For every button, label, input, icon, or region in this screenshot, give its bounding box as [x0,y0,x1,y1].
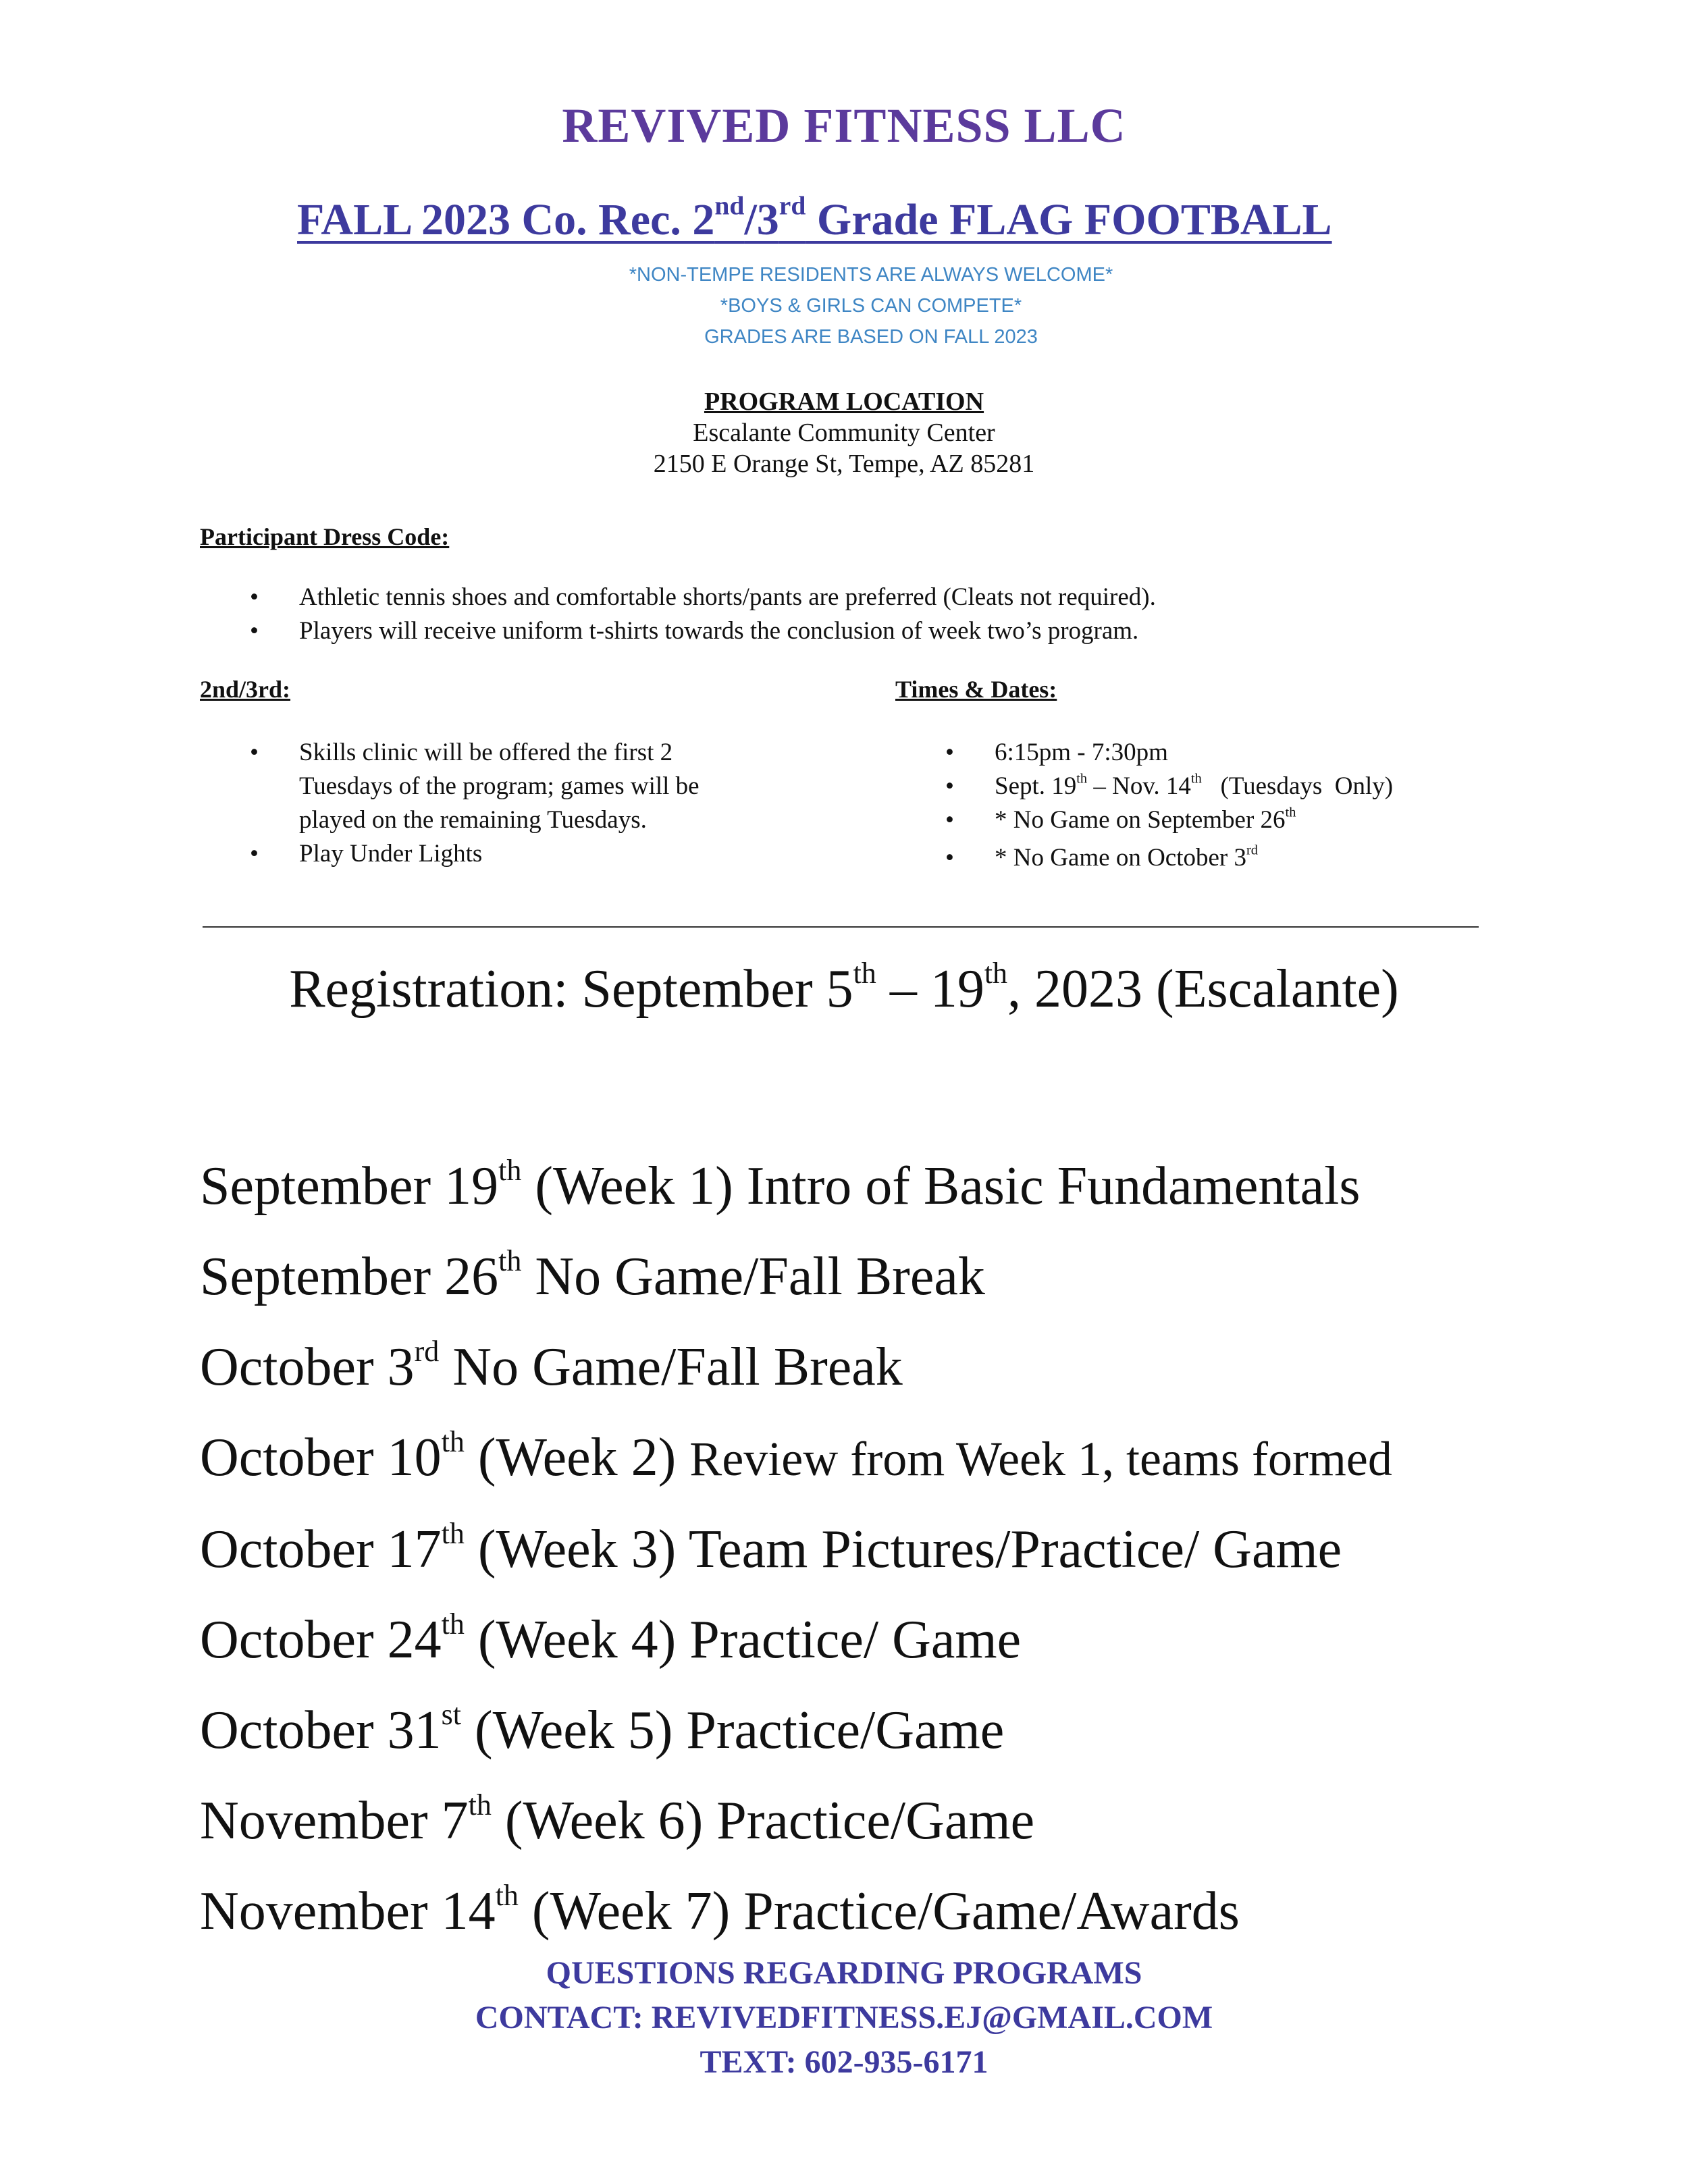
ordinal-suffix: th [1190,771,1202,787]
list-item-text: Sept. 19 [995,772,1077,800]
list-item-text: 6:15pm - 7:30pm [995,739,1168,766]
bullet-icon: • [945,844,954,872]
times-list [945,736,1602,875]
schedule-row [200,1685,1392,1776]
schedule-date: October 31 [200,1701,442,1760]
schedule-date: October 17 [200,1520,442,1579]
ordinal-suffix: th [498,1153,522,1187]
org-title: REVIVED FITNESS LLC [562,99,1126,153]
notices [0,259,1688,352]
dress-code-heading: Participant Dress Code: [200,523,450,550]
program-location [0,386,1688,479]
list-item [945,803,1602,837]
schedule-row [200,1412,1392,1504]
grades-list [250,736,772,871]
schedule-date: September 19 [200,1156,499,1216]
list-item-text: Players will receive uniform t-shirts towards the conclusion of week two’s program. [299,617,1139,645]
registration-text: – 19 [876,959,984,1019]
program-title [297,190,1332,246]
location-heading: PROGRAM LOCATION [704,388,984,416]
schedule-row [200,1866,1392,1956]
schedule-row [200,1504,1392,1595]
schedule-date: November 7 [200,1791,469,1850]
schedule-desc: (Week 2) [464,1428,690,1487]
list-item [250,581,1514,614]
list-item [945,841,1602,875]
notice-line: *BOYS & GIRLS CAN COMPETE* [720,295,1022,317]
contact-line: QUESTIONS REGARDING PROGRAMS [546,1955,1142,1991]
ordinal-suffix: rd [1246,843,1258,858]
contact-block [0,1951,1688,2085]
list-item-text: * No Game on September 26 [995,806,1286,834]
list-item-text: Skills clinic will be offered the first 2 Tuesdays of the program; games will be played on the remaining Tuesdays. [299,739,700,834]
schedule-date: October 24 [200,1610,442,1670]
schedule-row [200,1595,1392,1685]
list-item-text: (Tuesdays Only) [1201,772,1394,800]
list-item [945,770,1602,803]
program-title-part: FALL 2023 Co. Rec. 2 [297,195,715,244]
schedule-desc: Review from Week 1, teams formed [689,1432,1392,1486]
bullet-icon: • [250,840,259,868]
schedule-desc: (Week 3) Team Pictures/Practice/ Game [464,1520,1342,1579]
list-item-text: – Nov. 14 [1087,772,1191,800]
schedule-date: November 14 [200,1882,496,1941]
contact-email: CONTACT: REVIVEDFITNESS.EJ@GMAIL.COM [475,2000,1213,2035]
registration-line [0,956,1688,1020]
schedule-row [200,1776,1392,1866]
schedule-desc: No Game/Fall Break [521,1247,985,1306]
ordinal-suffix: th [441,1424,465,1458]
registration-text: Registration: September 5 [289,959,853,1019]
bullet-icon: • [945,806,954,834]
ordinal-suffix: th [441,1516,465,1550]
notice-line: *NON-TEMPE RESIDENTS ARE ALWAYS WELCOME* [629,264,1113,286]
program-title-sup: rd [779,190,806,221]
program-title-sup: nd [714,190,745,221]
program-title-part: Grade FLAG FOOTBALL [806,195,1332,244]
schedule-desc: No Game/Fall Break [439,1337,903,1397]
location-name: Escalante Community Center [693,419,995,447]
schedule-row [200,1231,1392,1322]
bullet-icon: • [945,739,954,766]
list-item [250,614,1514,648]
schedule-row [200,1141,1392,1231]
bullet-icon: • [250,739,259,766]
list-item-text: Play Under Lights [299,840,483,868]
ordinal-suffix: th [853,956,876,990]
list-item [250,736,772,837]
list-item-text: Athletic tennis shoes and comfortable shorts/pants are preferred (Cleats not required). [299,583,1156,611]
schedule-desc: (Week 6) Practice/Game [491,1791,1035,1850]
contact-phone: TEXT: 602-935-6171 [700,2044,988,2080]
program-title-part: /3 [744,195,779,244]
schedule-date: October 3 [200,1337,415,1397]
bullet-icon: • [250,617,259,645]
grades-heading: 2nd/3rd: [200,676,291,703]
schedule-row [200,1322,1392,1412]
schedule-desc: (Week 7) Practice/Game/Awards [518,1882,1240,1941]
times-heading: Times & Dates: [895,676,1057,703]
ordinal-suffix: th [468,1788,492,1821]
ordinal-suffix: th [441,1607,465,1641]
divider [203,926,1479,928]
list-item-text: * No Game on October 3 [995,844,1246,872]
ordinal-suffix: th [1285,805,1296,820]
schedule-desc: (Week 1) Intro of Basic Fundamentals [521,1156,1361,1216]
location-address: 2150 E Orange St, Tempe, AZ 85281 [653,450,1035,478]
schedule-list [200,1141,1392,1956]
ordinal-suffix: th [498,1244,522,1277]
list-item [945,736,1602,770]
list-item [250,837,772,871]
schedule-desc: (Week 5) Practice/Game [461,1701,1005,1760]
schedule-date: October 10 [200,1428,442,1487]
notice-line: GRADES ARE BASED ON FALL 2023 [704,326,1038,348]
dress-code-list [250,581,1514,648]
ordinal-suffix: st [441,1697,462,1731]
ordinal-suffix: rd [414,1334,440,1368]
schedule-date: September 26 [200,1247,499,1306]
ordinal-suffix: th [984,956,1008,990]
ordinal-suffix: th [1076,771,1088,787]
bullet-icon: • [250,583,259,611]
ordinal-suffix: th [495,1878,519,1912]
bullet-icon: • [945,772,954,800]
registration-text: , 2023 (Escalante) [1007,959,1399,1019]
schedule-desc: (Week 4) Practice/ Game [464,1610,1022,1670]
